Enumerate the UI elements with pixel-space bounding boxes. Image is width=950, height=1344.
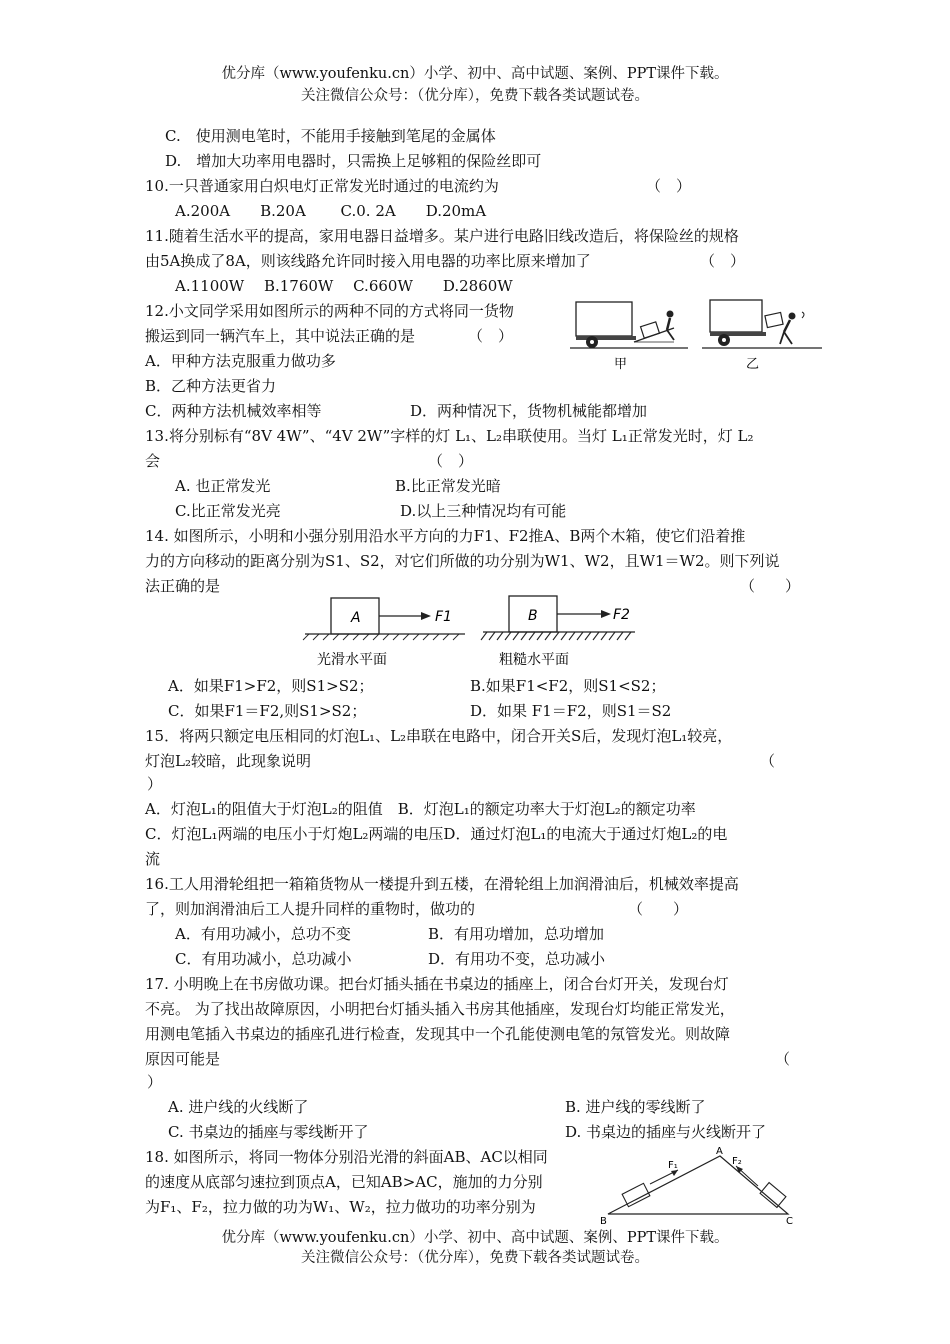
q14-stem-line-1: 14. 如图所示，小明和小强分别用沿水平方向的力F1、F2推A、B两个木箱，使它们沿着推 [145,527,746,545]
q17-option-b: B. 进户线的零线断了 [565,1098,706,1116]
q17-stem-line-4: 原因可能是 [145,1050,221,1068]
q14-option-a: A．如果F1>F2，则S1>S2； [168,677,374,695]
q13-stem-line-1: 13.将分别标有“8V 4W”、“4V 2W”字样的灯 L₁、L₂串联使用。当灯 L₁正常发光时，灯 L₂ [145,427,754,445]
q17-option-a: A. 进户线的火线断了 [168,1098,309,1116]
q15-options-ab: A．灯泡L₁的阻值大于灯泡L₂的阻值 B．灯泡L₁的额定功率大于灯泡L₂的额定功率 [145,800,696,818]
incline-triangle [608,1156,788,1214]
q10-options: A.200A B.20A C.0. 2A D.20mA [175,202,487,220]
force-f1-label: F₁ [668,1160,678,1171]
q12-stem-line-1: 12.小文同学采用如图所示的两种不同的方式将同一货物 [145,302,514,320]
q15-paren-close: ） [147,775,163,793]
q11-stem-line-2: 由5A换成了8A，则该线路允许同时接入用电器的功率比原来增加了 [145,252,591,270]
q13-option-a: A. 也正常发光 [175,477,271,495]
q15-stem-line-2: 灯泡L₂较暗，此现象说明 [145,752,311,770]
q14-option-d: D．如果 F1＝F2，则S1＝S2 [470,702,672,720]
q14-stem-line-2: 力的方向移动的距离分别为S1、S2，对它们所做的功分别为W1、W2，且W1＝W2。则下列说 [145,552,780,570]
q18-stem-line-1: 18. 如图所示，将同一物体分别沿光滑的斜面AB、AC以相同 [145,1148,548,1166]
header-line-1: 优分库（www.youfenku.cn）小学、初中、高中试题、案例、PPT课件下载。 [221,66,729,82]
surface-rough-hatch [481,632,631,640]
force-2-label: F2 [613,607,630,623]
q15-options-cd-line-1: C．灯泡L₁两端的电压小于灯炮L₂两端的电压D．通过灯泡L₁的电流大于通过灯炮L₂的电 [145,825,728,843]
q9-option-d: D. 增加大功率用电器时，只需换上足够粗的保险丝即可 [165,152,542,170]
header-line-2: 关注微信公众号：（优分库），免费下载各类试题试卷。 [301,88,649,104]
force-arrow-1-head [421,612,431,620]
q17-stem-line-2: 不亮。 为了找出故障原因，小明把台灯插头插入书房其他插座，发现台灯均能正常发光， [145,1000,735,1018]
q18-stem-line-3: 为F₁、F₂，拉力做的功为W₁、W₂，拉力做功的功率分别为 [145,1198,536,1216]
q13-option-b: B.比正常发光暗 [395,477,501,495]
force-f2-label: F₂ [732,1156,742,1167]
q17-stem-line-3: 用测电笔插入书桌边的插座孔进行检查，发现其中一个孔能使测电笔的氖管发光。则故障 [145,1025,731,1043]
q12-option-d: D．两种情况下，货物机械能都增加 [410,402,648,420]
label-yi: 乙 [746,357,760,372]
q13-option-c: C.比正常发光亮 [175,502,281,520]
q13-option-d: D.以上三种情况均有可能 [400,502,567,520]
q16-stem-line-1: 16.工人用滑轮组把一箱箱货物从一楼提升到五楼，在滑轮组上加润滑油后，机械效率提高 [145,875,739,893]
q15-paren-open: （ [760,752,776,770]
q17-paren-close: ） [147,1073,163,1091]
q16-option-a: A．有用功减小，总功不变 [175,925,351,943]
block-on-ac [760,1183,786,1208]
q12-truck-figure [570,296,830,372]
q10-stem: 10.一只普通家用白炽电灯正常发光时通过的电流约为 [145,177,499,195]
q14-stem-line-3: 法正确的是 [145,577,221,595]
q10-answer-paren: （ ） [646,177,692,195]
q15-options-cd-line-2: 流 [145,850,161,868]
q14-option-b: B.如果F1<F2，则S1<S2； [470,677,666,695]
q17-paren-open: （ [775,1050,791,1068]
label-jia: 甲 [614,357,628,372]
q15-stem-line-1: 15．将两只额定电压相同的灯泡L₁、L₂串联在电路中，闭合开关S后，发现灯泡L₁较亮， [145,727,733,745]
box-b-label: B [528,608,538,624]
q16-option-c: C．有用功减小，总功减小 [175,950,352,968]
q13-stem-line-2: 会 [145,452,161,470]
q11-options: A.1100W B.1760W C.660W D.2860W [175,277,513,295]
q12-option-a: A．甲种方法克服重力做功多 [145,352,336,370]
force-arrow-2-head [601,610,611,618]
footer-line-2: 关注微信公众号：（优分库），免费下载各类试题试卷。 [301,1250,649,1266]
q17-stem-line-1: 17. 小明晚上在书房做功课。把台灯插头插在书桌边的插座上，闭合台灯开关，发现台灯 [145,975,729,993]
truck-jia-illustration [570,302,688,348]
point-c-label: C [786,1216,793,1227]
truck-yi-illustration [702,300,822,348]
surface-rough-label: 粗糙水平面 [499,652,569,668]
q11-answer-paren: （ ） [700,252,746,270]
surface-smooth-hatch [303,634,459,640]
q14-boxes-figure [295,594,645,674]
q18-incline-figure [598,1144,808,1228]
q17-option-d: D. 书桌边的插座与火线断开了 [565,1123,767,1141]
q12-option-b: B．乙种方法更省力 [145,377,277,395]
footer-line-1: 优分库（www.youfenku.cn）小学、初中、高中试题、案例、PPT课件下载。 [221,1230,729,1246]
q11-stem-line-1: 11.随着生活水平的提高，家用电器日益增多。某户进行电路旧线改造后，将保险丝的规格 [145,227,739,245]
surface-smooth-label: 光滑水平面 [317,652,387,668]
q14-answer-paren: （ ） [740,577,801,595]
q16-option-b: B．有用功增加，总功增加 [428,925,605,943]
q16-option-d: D．有用功不变，总功减小 [428,950,606,968]
q9-option-c: C. 使用测电笔时，不能用手接触到笔尾的金属体 [165,127,496,145]
point-b-label: B [600,1216,607,1227]
q12-option-c: C．两种方法机械效率相等 [145,402,322,420]
q16-stem-line-2: 了，则加润滑油后工人提升同样的重物时，做功的 [145,900,476,918]
q12-answer-paren: （ ） [468,327,514,345]
q12-stem-line-2: 搬运到同一辆汽车上，其中说法正确的是 [145,327,416,345]
q18-stem-line-2: 的速度从底部匀速拉到顶点A，已知AB>AC，施加的力分别 [145,1173,543,1191]
q17-option-c: C. 书桌边的插座与零线断开了 [168,1123,369,1141]
q16-answer-paren: （ ） [628,900,689,918]
q14-option-c: C．如果F1＝F2,则S1>S2； [168,702,367,720]
box-a-label: A [351,610,361,626]
point-a-label: A [716,1146,723,1157]
force-1-label: F1 [435,609,452,625]
q13-answer-paren: （ ） [428,452,474,470]
